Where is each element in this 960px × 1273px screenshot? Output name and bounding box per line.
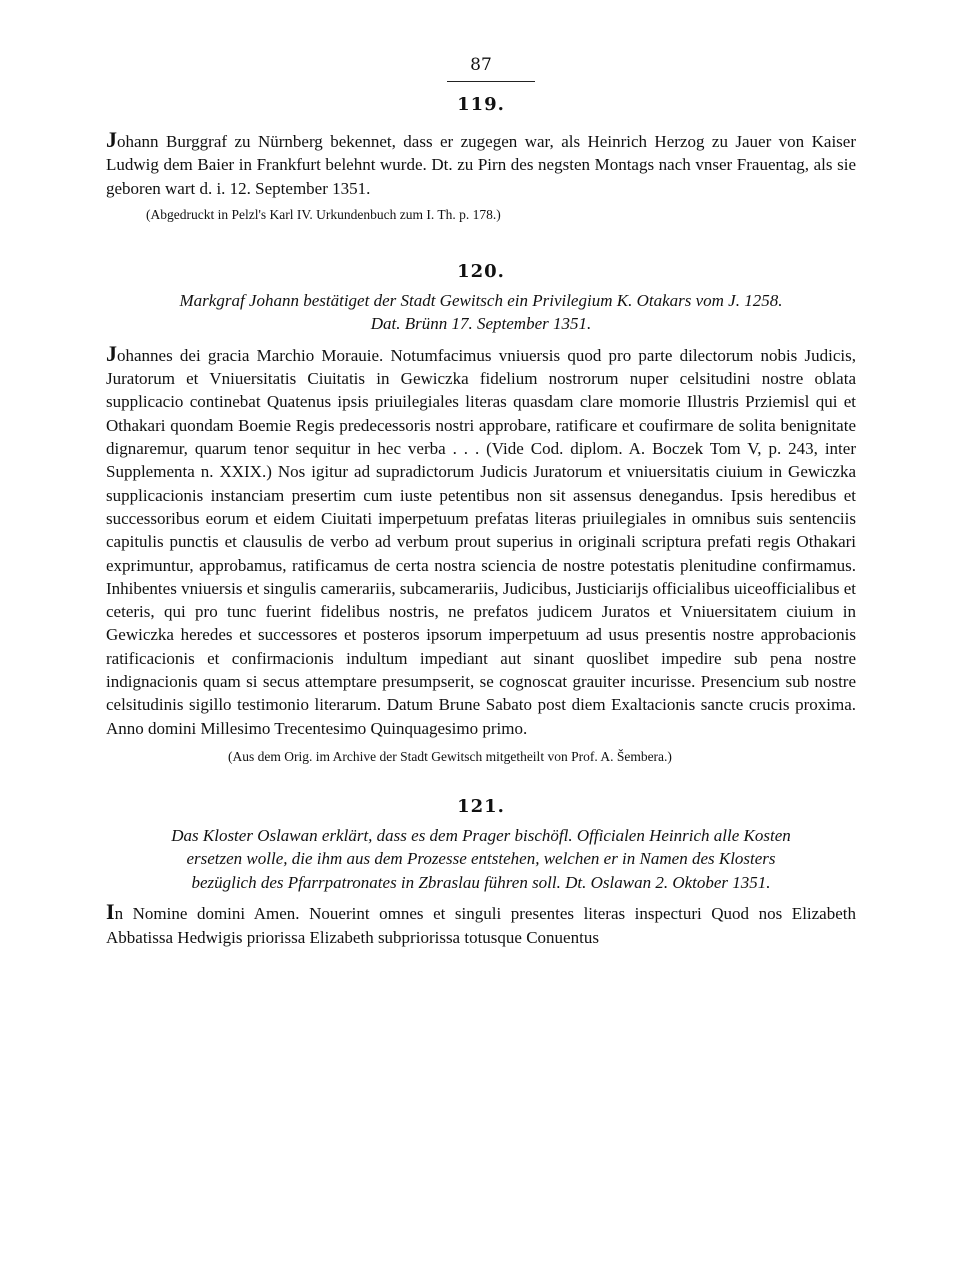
document-number-121: 121. (457, 795, 505, 817)
initial-letter: J (106, 340, 117, 366)
document-119-body: ohann Burggraf zu Nürnberg bekennet, dass er zugegen war, als Heinrich Herzog zu Jauer von Kaiser Ludwig dem Baier in Frankfurt belehnt wurde. Dt. zu Pirn des negsten Montags nach vnser Frauentag, als sie geboren wart d. i. 12. September 1351. (106, 132, 856, 198)
initial-letter: J (106, 127, 117, 152)
document-number-119: 119. (457, 94, 505, 115)
document-121-text (106, 900, 856, 949)
document-121-title-line3: bezüglich des Pfarrpatronates in Zbraslau führen soll. Dt. Oslawan 2. Oktober 1351. (191, 872, 771, 892)
document-119-text (106, 128, 856, 200)
document-120-title-line2: Dat. Brünn 17. September 1351. (370, 314, 592, 334)
page-number-rule (447, 81, 535, 82)
document-page (106, 55, 856, 949)
document-121-body: n Nomine domini Amen. Nouerint omnes et singuli presentes literas inspecturi Quod nos Elizabeth Abbatissa Hedwigis priorissa Elizabeth subpriorissa totusque Conuentus (106, 904, 856, 947)
document-121-title-line1: Das Kloster Oslawan erklärt, dass es dem Prager bischöfl. Officialen Heinrich alle Kosten (171, 825, 791, 845)
document-120-source: (Aus dem Orig. im Archive der Stadt Gewitsch mitgetheilt von Prof. A. Šembera.) (228, 748, 672, 764)
document-121-title-line2: ersetzen wolle, die ihm aus dem Prozesse entstehen, welchen er in Namen des Klosters (186, 849, 776, 869)
document-120-title-line1: Markgraf Johann bestätiget der Stadt Gewitsch ein Privilegium K. Otakars vom J. 1258. (179, 290, 783, 310)
initial-letter: I (106, 899, 115, 925)
document-120-text (106, 342, 856, 740)
document-120-body: ohannes dei gracia Marchio Morauie. Notumfacimus vniuersis quod pro parte dilectorum nobis Judicis, Juratorum et Vniuersitatis Ciuitatis in Gewiczka fidelium nostrorum nuper celsitudini nostre oblata supplicacio continebat Quatenus ipsis priuilegiales literas quasdam clare momorie Illustris Prziemisl qui et Othakari quondam Boemie Regis predecessoris nostri approbare, ratificare et coufirmare de solita benignitate dignaremur, quarum tenor sequitur in hec verba . . . (Vide Cod. diplom. A. Boczek Tom V, p. 243, inter Supplementa n. XXIX.) Nos igitur ad supradictorum Judicis Juratorum et vniuersitatis ciuium in Gewiczka supplicacionis instanciam presertim cum iuste petentibus non sit assensus denegandus. Ipsis heredibus et successoribus eorum et eidem Ciuitati imperpetuum prefatas literas priuilegiales in omnibus suis sentenciis capitulis punctis et clausulis de verbo ad verbum prout superius in originali scriptura prefati regis Othakari exprimuntur, approbamus, ratificamus de certa nostra sciencia de nostre potestatis plenitudine confirmamus. Inhibentes vniuersis et singulis camerariis, subcamerariis, Judicibus, Justiciarijs officialibus uiceofficialibus et ceteris, qui pro tunc fuerint fidelibus nostris, ne prefatos judicem Juratos et Vniuersitatem ciuium in Gewiczka heredes et successores et posteros ipsorum imperpetuum ad usus presentis nostre approbacionis ratificacionis et confirmacionis indultum impediant aut sinant quoslibet impedire sub pena nostre indignacionis quam si secus attemptare presumpserit, se cognoscat grauiter incurisse. Presencium sub nostre celsitudinis sigillo testimonio literarum. Datum Brune Sabato post diem Exaltacionis sancte crucis proxima. Anno domini Millesimo Trecentesimo Quinquagesimo primo. (106, 345, 856, 738)
page-number: 87 (470, 55, 492, 75)
document-number-120: 120. (457, 260, 505, 282)
document-119-source: (Abgedruckt in Pelzl's Karl IV. Urkundenbuch zum I. Th. p. 178.) (146, 206, 501, 222)
